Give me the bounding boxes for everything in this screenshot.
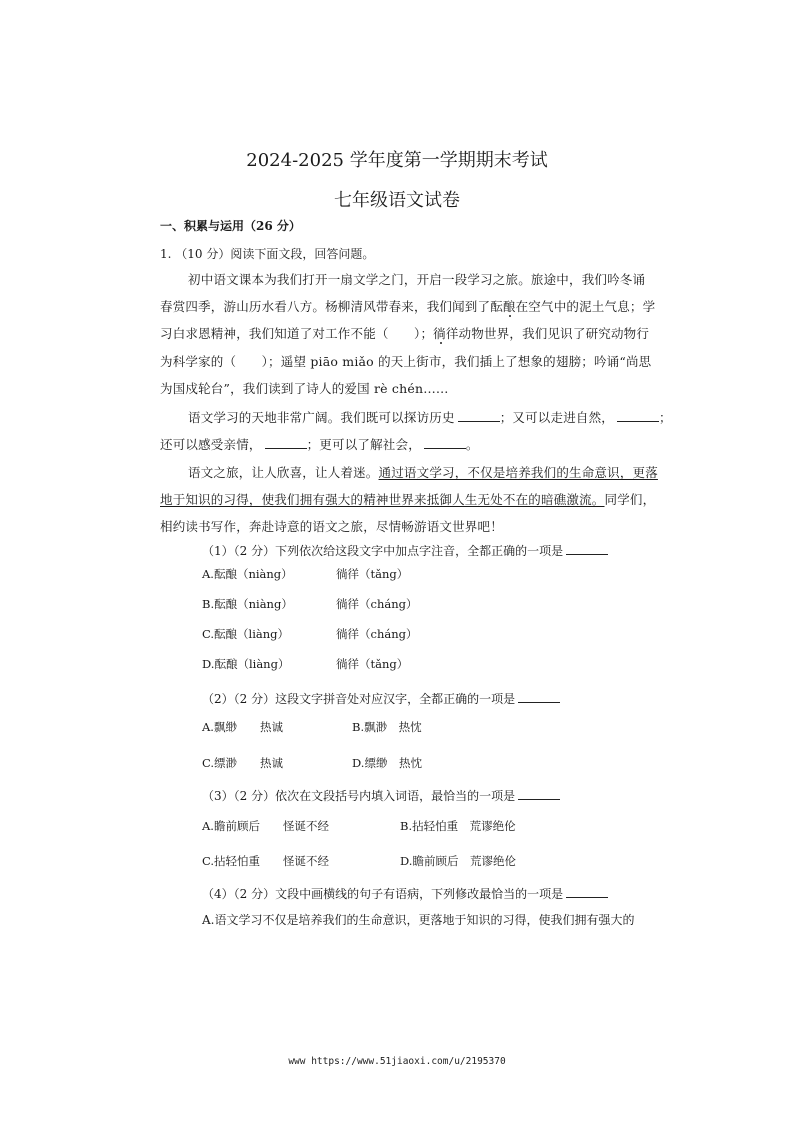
option-b: B.酝酿（niàng） — [202, 597, 293, 611]
sub-question-3: （3）（2 分）依次在文段括号内填入词语，最恰当的一项是 — [202, 787, 560, 804]
option-b: B.飘渺 热忱 — [352, 720, 422, 734]
passage-line: 语文之旅，让人欣喜，让人着迷。通过语文学习，不仅是培养我们的生命意识，更落 — [188, 465, 658, 480]
answer-blank[interactable] — [518, 692, 560, 703]
option-a: A.瞻前顾后 怪诞不经 — [202, 819, 329, 833]
option-c: C.酝酿（liàng） — [202, 627, 290, 641]
question-1-intro: 1. （10 分）阅读下面文段，回答问题。 — [160, 247, 375, 261]
passage-line: 相约读书写作，奔赴诗意的语文之旅，尽情畅游语文世界吧！ — [160, 519, 503, 534]
answer-blank[interactable] — [617, 411, 659, 422]
option-a-pinyin: 徜徉（tǎng） — [336, 567, 409, 581]
answer-blank[interactable] — [458, 411, 500, 422]
option-d-pinyin: 徜徉（tǎng） — [336, 657, 409, 671]
sub-question-4: （4）（2 分）文段中画横线的句子有语病，下列修改最恰当的一项是 — [202, 885, 608, 902]
exam-subtitle: 七年级语文试卷 — [334, 190, 460, 211]
option-a: A.酝酿（niàng） — [202, 567, 293, 581]
answer-blank[interactable] — [566, 887, 608, 898]
option-d: D.缥缈 热忱 — [352, 756, 422, 770]
answer-blank[interactable] — [424, 438, 466, 449]
option-d: D.酝酿（liàng） — [202, 657, 290, 671]
passage-line: 语文学习的天地非常广阔。我们既可以探访历史 ；又可以走进自然， ； — [188, 410, 672, 425]
dotted-word: 徜徉 — [433, 326, 459, 341]
passage-line: 还可以感受亲情， ；更可以了解社会， 。 — [160, 437, 479, 452]
option-d: D.瞻前顾后 荒谬绝伦 — [400, 854, 516, 868]
sub-question-2: （2）（2 分）这段文字拼音处对应汉字，全都正确的一项是 — [202, 690, 560, 707]
answer-blank[interactable] — [566, 544, 608, 555]
option-b: B.拈轻怕重 荒谬绝伦 — [400, 819, 516, 833]
footer-url[interactable]: www https://www.51jiaoxi.com/u/2195370 — [288, 1056, 506, 1067]
passage-line: 为科学家的（ ）；遥望 piāo miǎo 的天上街市，我们插上了想象的翅膀；吟诵“尚思 — [160, 354, 652, 369]
answer-blank[interactable] — [518, 789, 560, 800]
passage-line: 为国戍轮台”，我们读到了诗人的爱国 rè chén…… — [160, 381, 449, 396]
sub-question-1: （1）（2 分）下列依次给这段文字中加点字注音，全都正确的一项是 — [202, 542, 608, 559]
passage-line: 春赏四季，游山历水看八方。杨柳清风带春来，我们闻到了酝酿在空气中的泥土气息；学 — [160, 299, 656, 314]
passage-line: 习白求恩精神，我们知道了对工作不能（ ）；徜徉动物世界，我们见识了研究动物行 — [160, 326, 650, 341]
underlined-sentence: 地于知识的习得，使我们拥有强大的精神世界来抵御人生无处不在的暗礁激流。 — [160, 492, 605, 507]
option-c-pinyin: 徜徉（cháng） — [336, 627, 418, 641]
option-c: C.拈轻怕重 怪诞不经 — [202, 854, 330, 868]
answer-blank[interactable] — [265, 438, 307, 449]
exam-title: 2024-2025 学年度第一学期期末考试 — [246, 150, 548, 171]
option-b-pinyin: 徜徉（cháng） — [336, 597, 418, 611]
option-a: A.飘缈 热诚 — [202, 720, 283, 734]
passage-line: 地于知识的习得，使我们拥有强大的精神世界来抵御人生无处不在的暗礁激流。同学们， — [160, 492, 656, 507]
underlined-sentence: 通过语文学习，不仅是培养我们的生命意识，更落 — [378, 465, 658, 480]
dotted-word: 酝酿 — [490, 299, 516, 314]
section-heading: 一、积累与运用（26 分） — [160, 219, 301, 233]
option-c: C.缥渺 热诚 — [202, 756, 284, 770]
passage-line: 初中语文课本为我们打开一扇文学之门，开启一段学习之旅。旅途中，我们吟冬诵 — [188, 272, 646, 287]
option-a: A.语文学习不仅是培养我们的生命意识，更落地于知识的习得，使我们拥有强大的 — [202, 913, 635, 927]
